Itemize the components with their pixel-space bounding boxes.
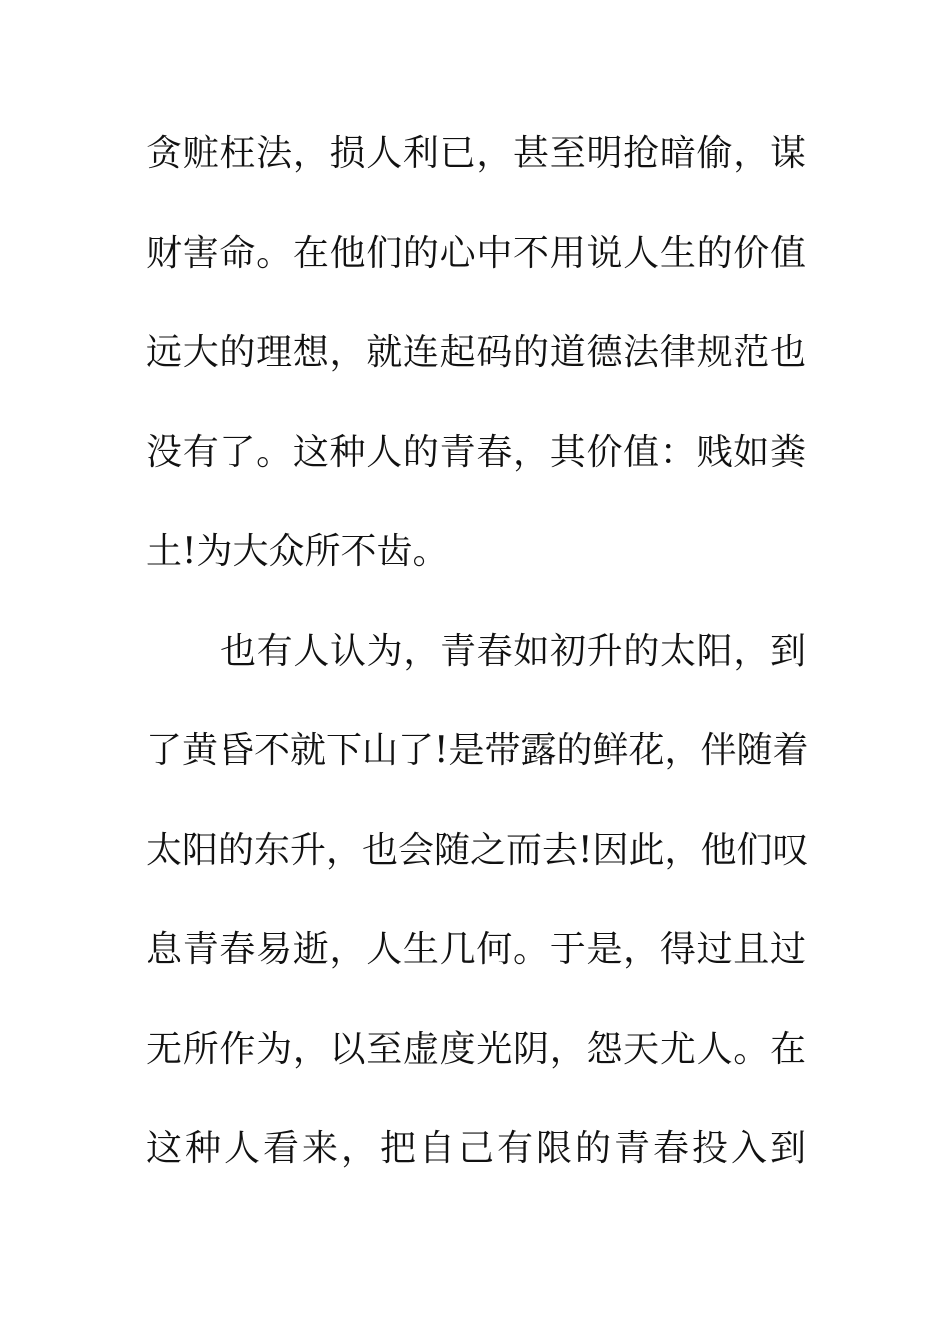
body-text bbox=[146, 126, 809, 1221]
paragraph-1-line-3: 远大的理想，就连起码的道德法律规范也 bbox=[146, 332, 806, 373]
paragraph-2-line-5: 无所作为，以至虚度光阴，怨天尤人。在 bbox=[146, 1028, 806, 1070]
paragraph-1-line-1: 贪赃枉法，损人利已，甚至明抢暗偷，谋 bbox=[146, 133, 806, 174]
paragraph-2-line-6: 这种人看来，把自己有限的青春投入到 bbox=[146, 1128, 806, 1169]
paragraph-1-line-4: 没有了。这种人的青春，其价值：贱如粪 bbox=[146, 431, 806, 473]
paragraph-2-line-1: 也有人认为，青春如初升的太阳，到 bbox=[220, 630, 806, 672]
paragraph-2-line-4: 息青春易逝，人生几何。于是，得过且过 bbox=[146, 929, 806, 970]
paragraph-2-line-3: 太阳的东升，也会随之而去!因此，他们叹 bbox=[146, 829, 809, 871]
paragraph-1-line-5: 土!为大众所不齿。 bbox=[146, 531, 449, 572]
paragraph-1-line-2: 财害命。在他们的心中不用说人生的价值 bbox=[146, 232, 806, 274]
paragraph-2-line-2: 了黄昏不就下山了!是带露的鲜花，伴随着 bbox=[146, 730, 809, 771]
